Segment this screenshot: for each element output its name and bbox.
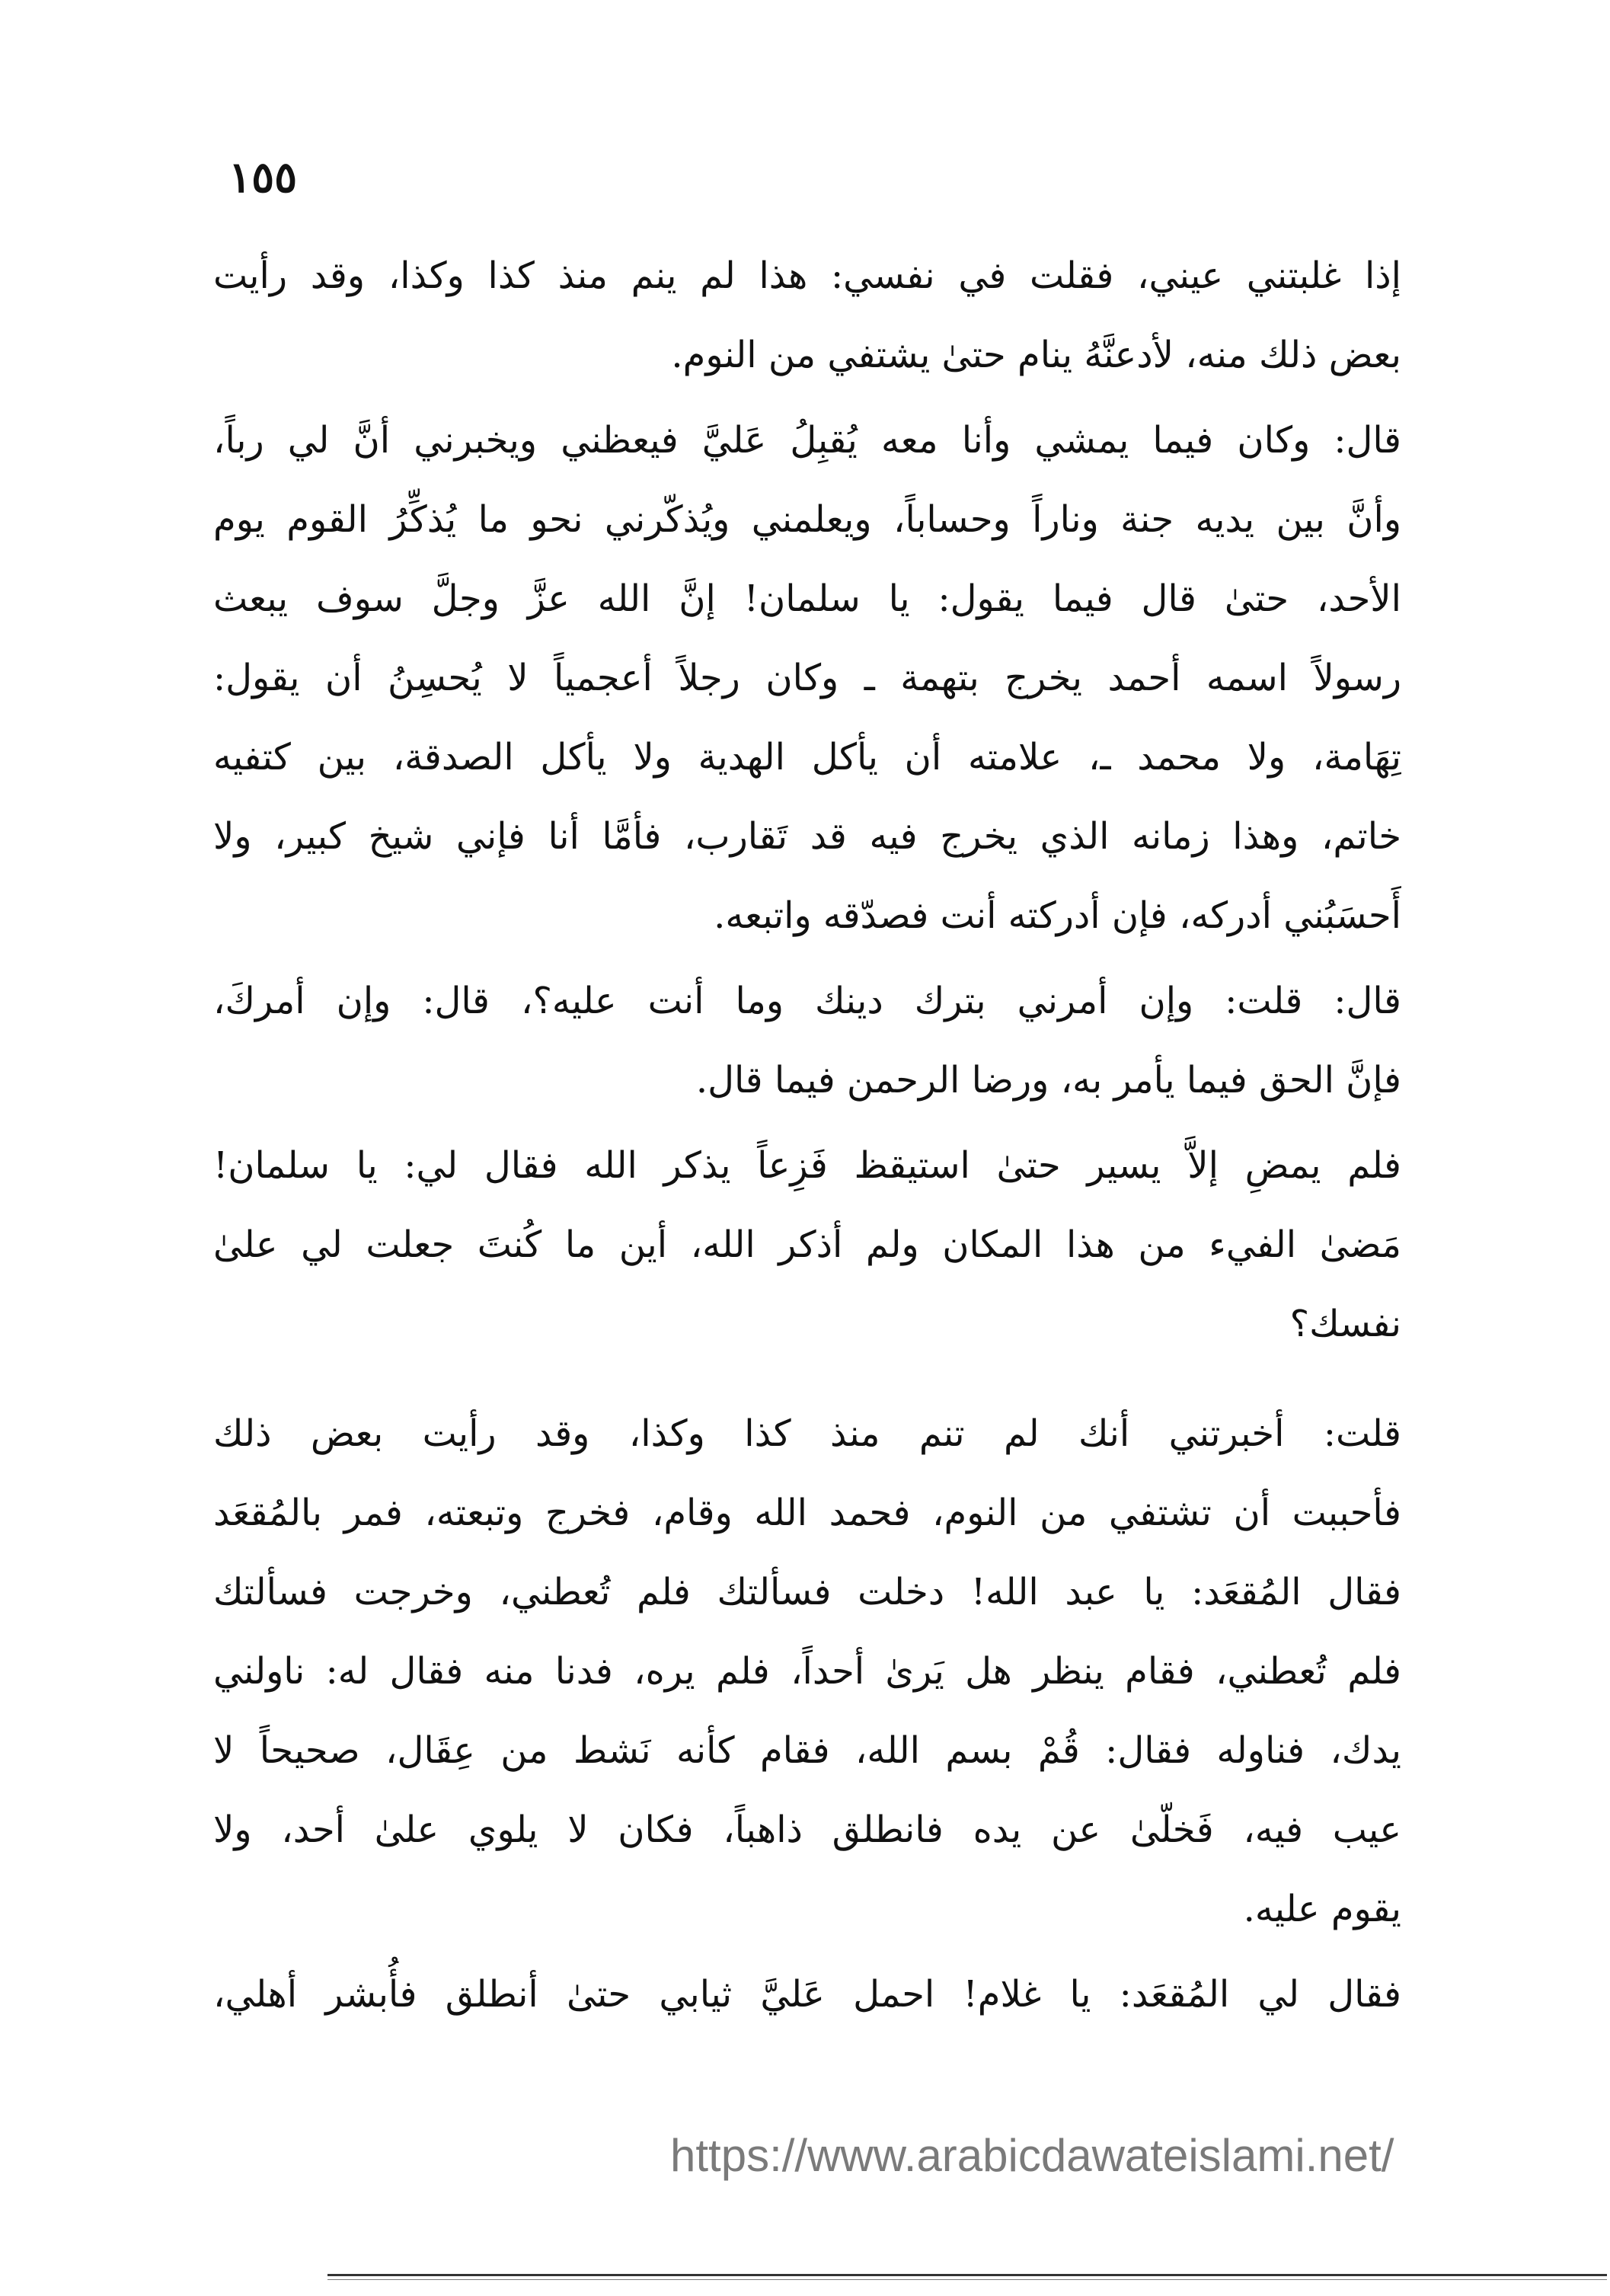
- text-line: فأحببت أن تشتفي من النوم، فحمد الله وقام، فخرج وتبعته، فمر بالمُقعَد: [213, 1492, 1401, 1534]
- text-line: فلم يمضِ إلاَّ يسير حتىٰ استيقظ فَزِعاً يذكر الله فقال لي: يا سلمان!: [213, 1144, 1401, 1187]
- watermark-url: https://www.arabicdawateislami.net/: [670, 2130, 1394, 2181]
- paragraph: [213, 236, 1401, 395]
- text-line: وأنَّ بين يديه جنة وناراً وحساباً، ويعلمني ويُذكّرني نحو ما يُذكِّرُ القوم يوم: [213, 498, 1401, 541]
- text-line: خاتم، وهذا زمانه الذي يخرج فيه قد تَقارب، فأمَّا أنا فإني شيخ كبير، ولا: [213, 815, 1401, 858]
- text-line: قال: وكان فيما يمشي وأنا معه يُقبِلُ عَليَّ فيعظني ويخبرني أنَّ لي رباً،: [213, 419, 1401, 462]
- page-number: ١٥٥: [228, 152, 298, 203]
- paragraph: [213, 401, 1401, 955]
- text-line: تِهَامة، ولا محمد ـ، علامته أن يأكل الهدية ولا يأكل الصدقة، بين كتفيه: [213, 736, 1401, 779]
- paragraph: [213, 1126, 1401, 1364]
- text-line: مَضىٰ الفيء من هذا المكان ولم أذكر الله، أين ما كُنتَ جعلت لي علىٰ: [213, 1223, 1401, 1266]
- text-line: نفسك؟: [1289, 1303, 1401, 1345]
- text-line: يدك، فناوله فقال: قُمْ بسم الله، فقام كأنه نَشط من عِقَال، صحيحاً لا: [213, 1729, 1401, 1772]
- text-line: فقال لي المُقعَد: يا غلام! احمل عَليَّ ثيابي حتىٰ أنطلق فأُبشر أهلي،: [213, 1973, 1401, 2016]
- bottom-rule: [327, 2274, 1607, 2276]
- text-line: فلم تُعطني، فقام ينظر هل يَرىٰ أحداً، فلم يره، فدنا منه فقال له: ناولني: [213, 1650, 1401, 1693]
- text-line: عيب فيه، فَخلّىٰ عن يده فانطلق ذاهباً، فكان لا يلوي علىٰ أحد، ولا: [213, 1808, 1401, 1851]
- paragraph: [213, 1955, 1401, 2034]
- body-text: [213, 236, 1401, 2034]
- text-line: قال: قلت: وإن أمرني بترك دينك وما أنت عليه؟، قال: وإن أمركَ،: [213, 980, 1401, 1022]
- text-line: فقال المُقعَد: يا عبد الله! دخلت فسألتك فلم تُعطني، وخرجت فسألتك: [213, 1571, 1401, 1613]
- text-line: إذا غلبتني عيني، فقلت في نفسي: هذا لم ينم منذ كذا وكذا، وقد رأيت: [213, 254, 1401, 297]
- text-line: أَحسَبُني أدركه، فإن أدركته أنت فصدّقه واتبعه.: [714, 894, 1401, 937]
- paragraph: [213, 1394, 1401, 1949]
- bottom-rule: [327, 2279, 1607, 2280]
- text-line: يقوم عليه.: [1243, 1888, 1401, 1930]
- text-line: قلت: أخبرتني أنك لم تنم منذ كذا وكذا، وقد رأيت بعض ذلك: [213, 1412, 1401, 1455]
- paragraph: [213, 961, 1401, 1120]
- text-line: رسولاً اسمه أحمد يخرج بتهمة ـ وكان رجلاً أعجمياً لا يُحسِنُ أن يقول:: [213, 657, 1401, 699]
- text-line: فإنَّ الحق فيما يأمر به، ورضا الرحمن فيما قال.: [695, 1059, 1401, 1102]
- text-line: الأحد، حتىٰ قال فيما يقول: يا سلمان! إنَّ الله عزَّ وجلَّ سوف يبعث: [213, 577, 1401, 620]
- text-line: بعض ذلك منه، لأدعنَّهُ ينام حتىٰ يشتفي من النوم.: [671, 334, 1401, 376]
